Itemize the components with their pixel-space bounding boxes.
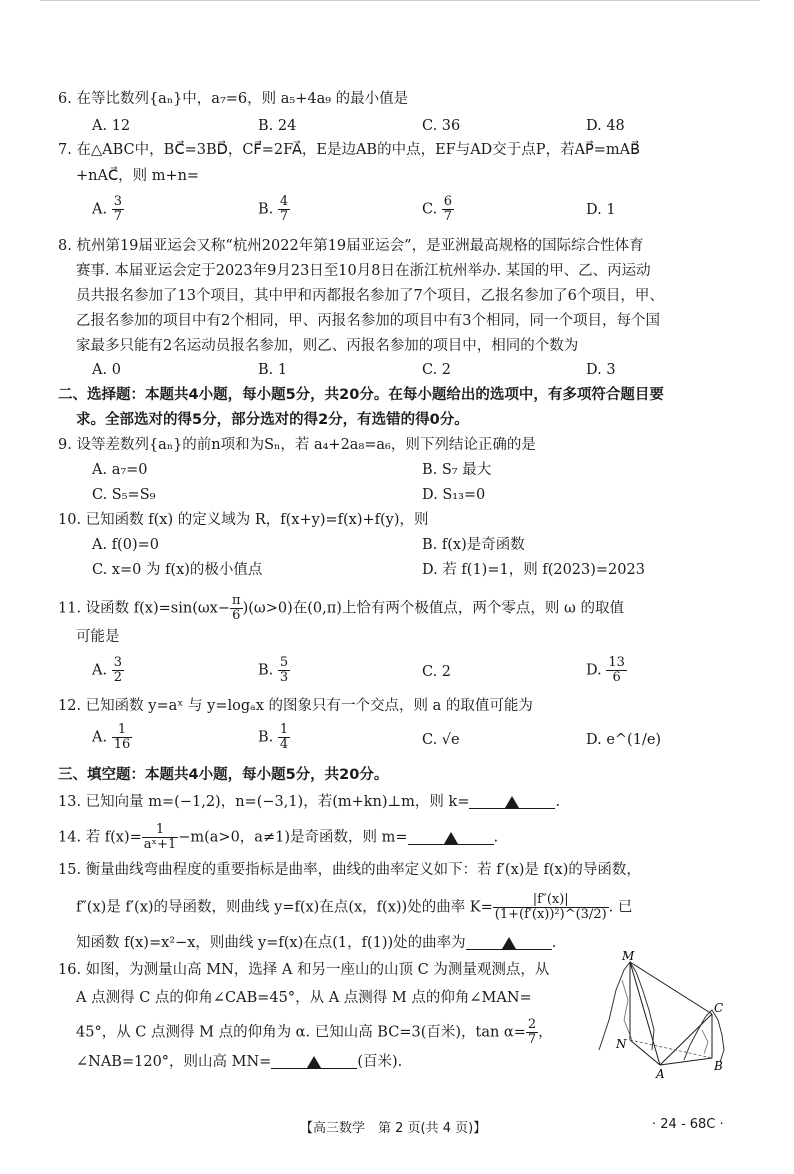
q10-option-d: D. 若 f(1)=1，则 f(2023)=2023 (422, 562, 645, 578)
q7-stem: 7. 在△ABC中，BC⃗=3BD⃗，CF⃗=2FA⃗，E是边AB的中点，EF与AD交于点P，若AP⃗=mAB⃗ (58, 142, 641, 158)
q11-b-fraction: $\frac{5}{3}$ (279, 655, 289, 685)
label-n: N (616, 1037, 627, 1051)
q7-b-fraction: $\frac{4}{7}$ (279, 194, 289, 224)
q8-option-d: D. 3 (586, 362, 616, 378)
q11-option-d: D. $\frac{13}{6}$ (586, 655, 625, 685)
line-ac (660, 1014, 712, 1065)
q9-option-b: B. S₇ 最大 (422, 462, 492, 478)
paper-code: · 24 - 68C · (652, 1117, 724, 1132)
q12-a-fraction: $\frac{1}{16}$ (113, 722, 131, 752)
q6-option-b: B. 24 (258, 118, 297, 134)
q12-option-b: B. $\frac{1}{4}$ (258, 722, 289, 752)
q9-option-c: C. S₅=S₉ (92, 487, 156, 503)
q11-option-c: C. 2 (422, 664, 452, 680)
q10-option-b: B. f(x)是奇函数 (422, 537, 525, 553)
q15-line-1: 15. 衡量曲线弯曲程度的重要指标是曲率，曲线的曲率定义如下：若 f′(x)是 f(x)的导函数， (58, 862, 641, 878)
q15-line-3: 知函数 f(x)=x²−x，则曲线 y=f(x)在点(1，f(1))处的曲率为 . (76, 935, 557, 951)
page-top-edge (40, 0, 760, 5)
q11-stem-cont: 可能是 (76, 629, 120, 645)
q16-line-2: A 点测得 C 点的仰角∠CAB=45°，从 A 点测得 M 点的仰角∠MAN= (76, 990, 532, 1006)
q7-option-c: C. $\frac{6}{7}$ (422, 194, 453, 224)
q14-fraction: $\frac{1}{\text{aˣ+1}}$ (143, 822, 177, 852)
label-m: M (622, 950, 635, 963)
q11-a-fraction: $\frac{3}{2}$ (113, 655, 122, 685)
q11-option-b: B. $\frac{5}{3}$ (258, 655, 289, 685)
q8-option-c: C. 2 (422, 362, 452, 378)
line-am (630, 962, 660, 1065)
q9-option-d: D. S₁₃=0 (422, 487, 486, 503)
q15-line-2: f″(x)是 f′(x)的导函数，则曲线 y=f(x)在点(x，f(x))处的曲率 K= $\frac{|f''(x)|}{\text{(1+(f′(x))²)\textasciicircum{}(3/2)}}$ . 已 (76, 892, 633, 922)
section-3-heading: 三、填空题：本题共4小题，每小题5分，共20分。 (58, 767, 389, 783)
q7-option-b: B. $\frac{4}{7}$ (258, 194, 289, 224)
q16-line-3: 45°，从 C 点测得 M 点的仰角为 α. 已知山高 BC=3(百米)，tan α= $\frac{2}{7}$ ， (76, 1017, 553, 1047)
q16-tan-fraction: $\frac{2}{7}$ (527, 1017, 537, 1047)
label-c: C (714, 1001, 724, 1015)
section-2-heading: 二、选择题：本题共4小题，每小题5分，共20分。在每小题给出的选项中，有多项符合题目要 (58, 387, 664, 403)
q9-stem: 9. 设等差数列{aₙ}的前n项和为Sₙ，若 a₄+2a₈=a₆，则下列结论正确的是 (58, 437, 536, 453)
q12-option-c: C. √e (422, 732, 460, 748)
q11-stem: 11. 设函数 f(x)=sin(ωx− $\frac{\pi}{6}$ )(ω>0)在(0,π)上恰有两个极值点，两个零点，则 ω 的取值 (58, 593, 624, 623)
q13-answer-blank[interactable] (469, 792, 555, 809)
line-na (630, 1040, 660, 1065)
triangle-marker-icon (502, 937, 516, 949)
line-nb (630, 1040, 712, 1058)
q11-option-a: A. $\frac{3}{2}$ (92, 655, 122, 685)
mountain-bc-shading (702, 1030, 708, 1054)
q9-option-a: A. a₇=0 (92, 462, 148, 478)
label-a: A (656, 1067, 665, 1080)
q12-option-d: D. e^(1/e) (586, 732, 662, 748)
triangle-marker-icon (444, 832, 458, 844)
q8-option-a: A. 0 (92, 362, 121, 378)
q14-answer-blank[interactable] (408, 828, 494, 845)
q16-line-1: 16. 如图，为测量山高 MN，选择 A 和另一座山的山顶 C 为测量观测点，从 (58, 962, 550, 978)
q8-line-1: 8. 杭州第19届亚运会又称“杭州2022年第19届亚运会”，是亚洲最高规格的国际综合性体育 (58, 238, 644, 254)
q8-line-5: 家最多只能有2名运动员报名参加，则乙、丙报名参加的项目中，相同的个数为 (76, 338, 579, 354)
q10-stem: 10. 已知函数 f(x) 的定义域为 R，f(x+y)=f(x)+f(y)，则 (58, 512, 429, 528)
q7-option-a: A. $\frac{3}{7}$ (92, 194, 122, 224)
q11-pi-fraction: $\frac{\pi}{6}$ (232, 593, 241, 623)
q15-answer-blank[interactable] (466, 933, 552, 950)
q6-option-a: A. 12 (92, 118, 131, 134)
triangle-marker-icon (307, 1056, 321, 1068)
line-ab (660, 1058, 712, 1065)
q12-stem: 12. 已知函数 y=aˣ 与 y=logₐx 的图象只有一个交点，则 a 的取值可能为 (58, 698, 533, 714)
q6-option-c: C. 36 (422, 118, 461, 134)
q7-option-d: D. 1 (586, 202, 616, 218)
label-b: B (714, 1059, 723, 1073)
q15-curvature-fraction: $\frac{|f''(x)|}{\text{(1+(f′(x))²)\textasciicircum{}(3/2)}}$ (494, 892, 607, 922)
section-2-heading-cont: 求。全部选对的得5分，部分选对的得2分，有选错的得0分。 (76, 412, 469, 428)
q8-line-4: 乙报名参加的项目中有2个相同，甲、丙报名参加的项目中有3个相同，同一个项目，每个国 (76, 313, 660, 329)
q10-option-c: C. x=0 为 f(x)的极小值点 (92, 562, 263, 578)
q12-option-a: A. $\frac{1}{16}$ (92, 722, 131, 752)
q12-b-fraction: $\frac{1}{4}$ (279, 722, 289, 752)
page-footer: 【高三数学 第 2 页(共 4 页)】 (300, 1121, 487, 1136)
q10-option-a: A. f(0)=0 (92, 537, 159, 553)
q7-c-fraction: $\frac{6}{7}$ (443, 194, 453, 224)
q8-option-b: B. 1 (258, 362, 288, 378)
q11-d-fraction: $\frac{13}{6}$ (608, 655, 625, 685)
q6-stem: 6. 在等比数列{aₙ}中，a₇=6，则 a₅+4a₉ 的最小值是 (58, 91, 409, 107)
q16-mountain-figure (594, 950, 734, 1080)
q8-line-3: 员共报名参加了13个项目，其中甲和丙都报名参加了7个项目，乙报名参加了6个项目，甲、 (76, 288, 664, 304)
q8-line-2: 赛事. 本届亚运会定于2023年9月23日至10月8日在浙江杭州举办. 某国的甲、乙、丙运动 (76, 263, 651, 279)
q16-answer-blank[interactable] (271, 1052, 357, 1069)
triangle-marker-icon (505, 796, 519, 808)
q6-option-d: D. 48 (586, 118, 625, 134)
q7-stem-cont: +nAC⃗，则 m+n= (76, 168, 200, 184)
q14-stem: 14. 若 f(x)= $\frac{1}{\text{aˣ+1}}$ −m(a>0，a≠1)是奇函数，则 m= . (58, 822, 499, 852)
q16-line-4: ∠NAB=120°，则山高 MN= (百米). (76, 1054, 403, 1070)
q7-a-fraction: $\frac{3}{7}$ (113, 194, 122, 224)
q13-stem: 13. 已知向量 m=(−1,2)，n=(−3,1)，若(m+kn)⊥m，则 k= . (58, 794, 561, 810)
